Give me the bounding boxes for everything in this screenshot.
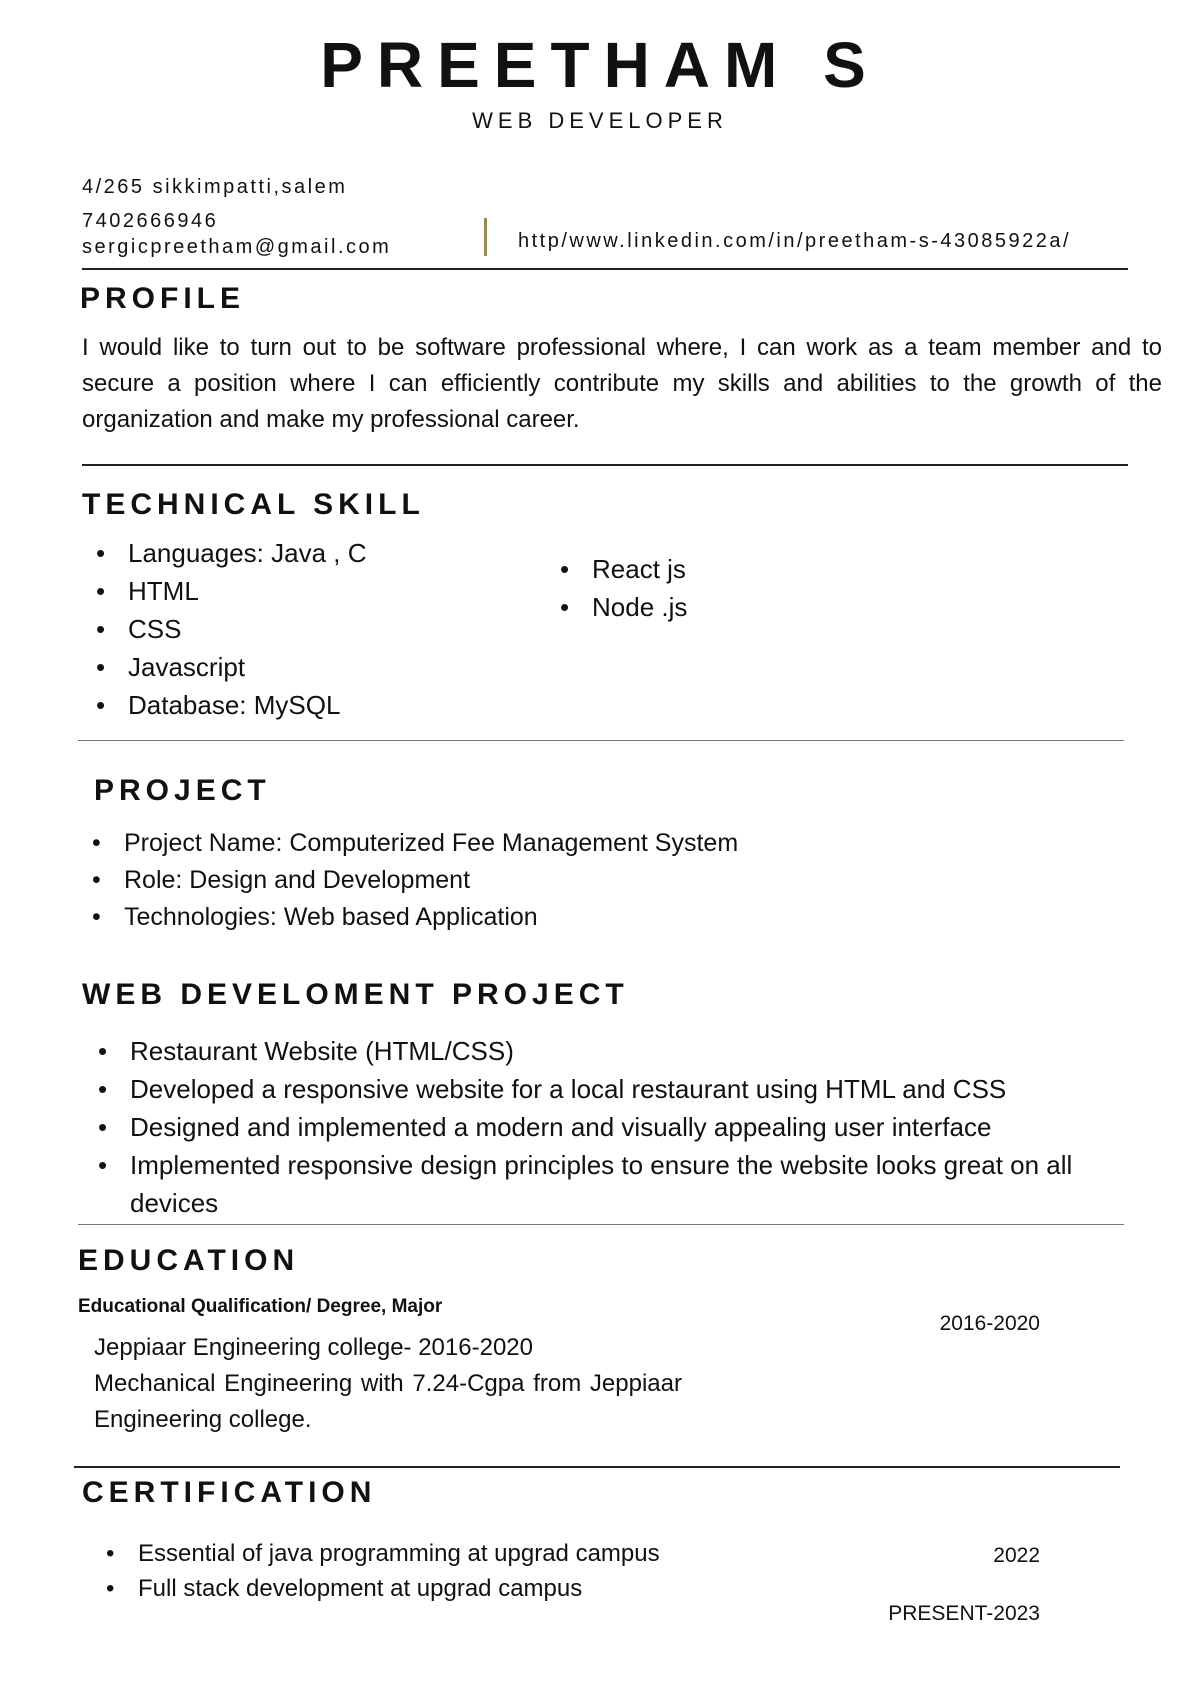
skills-heading: TECHNICAL SKILL [82, 488, 425, 521]
divider [82, 464, 1128, 466]
divider [78, 1224, 1124, 1225]
list-item: • Project Name: Computerized Fee Management System [78, 825, 978, 862]
list-item: • Languages: Java , C [82, 534, 522, 572]
education-subheading: Educational Qualification/ Degree, Major [78, 1296, 443, 1317]
list-item: • Restaurant Website (HTML/CSS) [84, 1032, 1148, 1070]
skills-list-secondary [546, 550, 846, 626]
certification-list [92, 1536, 690, 1606]
contact-phone: 7402666946 [82, 210, 219, 232]
web-project-heading: WEB DEVELOMENT PROJECT [82, 978, 629, 1011]
list-item: • HTML [82, 572, 522, 610]
list-item: • Database: MySQL [82, 686, 522, 724]
contact-divider [484, 218, 487, 256]
education-year: 2016-2020 [939, 1312, 1040, 1335]
list-item: • Javascript [82, 648, 522, 686]
education-college: Jeppiaar Engineering college- 2016-2020 [94, 1334, 533, 1361]
list-item: • Role: Design and Development [78, 862, 978, 899]
profile-text: I would like to turn out to be software professional where, I can work as a team member and to secure a position where I can efficiently contribute my skills and abilities to the growth of the organization and make my professional career. [82, 334, 1162, 433]
divider [74, 1466, 1120, 1468]
certification-year: PRESENT-2023 [888, 1602, 1040, 1625]
list-item: • Developed a responsive website for a local restaurant using HTML and CSS [84, 1070, 1148, 1108]
contact-address: 4/265 sikkimpatti,salem [82, 176, 348, 198]
contact-linkedin[interactable]: http/www.linkedin.com/in/preetham-s-43085922a/ [518, 230, 1072, 252]
profile-heading: PROFILE [80, 282, 246, 315]
certification-year: 2022 [993, 1544, 1040, 1567]
project-list [78, 825, 978, 936]
list-item: • Full stack development at upgrad campus [92, 1571, 690, 1606]
list-item: • React js [546, 550, 846, 588]
list-item: • CSS [82, 610, 522, 648]
project-heading: PROJECT [94, 774, 271, 807]
list-item: • Node .js [546, 588, 846, 626]
certification-heading: CERTIFICATION [82, 1476, 377, 1509]
divider [82, 268, 1128, 270]
divider [78, 740, 1124, 741]
job-title: WEB DEVELOPER [472, 108, 728, 133]
list-item: • Designed and implemented a modern and visually appealing user interface [84, 1108, 1148, 1146]
list-item: • Technologies: Web based Application [78, 899, 978, 936]
list-item: • Essential of java programming at upgrad campus [92, 1536, 690, 1571]
contact-email[interactable]: sergicpreetham@gmail.com [82, 236, 392, 258]
skills-list-primary [82, 534, 522, 724]
education-heading: EDUCATION [78, 1244, 300, 1277]
web-project-list [84, 1032, 1148, 1222]
list-item: • Implemented responsive design principles to ensure the website looks great on all devices [84, 1146, 1148, 1222]
education-degree: Mechanical Engineering with 7.24-Cgpa from Jeppiaar Engineering college. [94, 1370, 682, 1433]
candidate-name: PREETHAM S [320, 29, 880, 101]
